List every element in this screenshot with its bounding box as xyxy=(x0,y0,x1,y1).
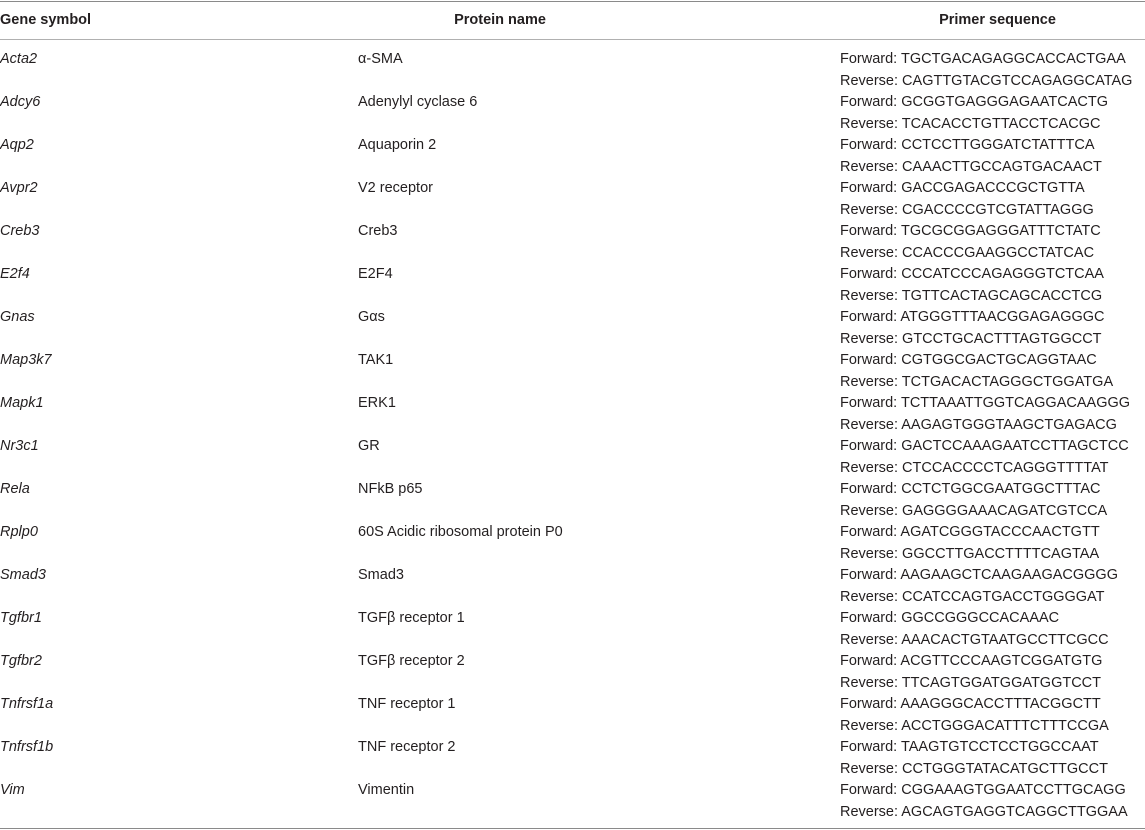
forward-primer: Forward: TGCTGACAGAGGCACCACTGAA xyxy=(840,51,1126,67)
reverse-primer: Reverse: CGACCCCGTCGTATTAGGG xyxy=(840,201,1094,218)
table-row xyxy=(0,522,1145,565)
table-row xyxy=(0,92,1145,135)
table-row xyxy=(0,135,1145,178)
reverse-primer: Reverse: GGCCTTGACCTTTTCAGTAA xyxy=(840,545,1100,562)
primer-sequence-cell xyxy=(840,135,1102,178)
gene-symbol-cell: Rplp0 xyxy=(0,524,38,540)
protein-name-cell: Aquaporin 2 xyxy=(358,137,437,153)
protein-name-cell: α-SMA xyxy=(358,51,403,67)
table-row xyxy=(0,737,1145,780)
table-row xyxy=(0,221,1145,264)
gene-symbol-cell: Mapk1 xyxy=(0,395,44,411)
forward-primer: Forward: CGGAAAGTGGAATCCTTGCAGG xyxy=(840,782,1126,798)
reverse-primer: Reverse: CCACCCGAAGGCCTATCAC xyxy=(840,244,1095,261)
table-row xyxy=(0,307,1145,350)
protein-name-cell: Adenylyl cyclase 6 xyxy=(358,94,478,110)
gene-symbol-cell: Adcy6 xyxy=(0,94,41,110)
gene-symbol-cell: Rela xyxy=(0,481,30,497)
protein-name-cell: TAK1 xyxy=(358,352,394,368)
reverse-primer: Reverse: CCTGGGTATACATGCTTGCCT xyxy=(840,760,1108,777)
table-header xyxy=(0,9,1145,31)
protein-name-cell: E2F4 xyxy=(358,266,393,282)
reverse-primer: Reverse: ACCTGGGACATTTCTTTCCGA xyxy=(840,717,1109,734)
forward-primer: Forward: CCTCCTTGGGATCTATTTCA xyxy=(840,137,1095,153)
primer-sequence-cell xyxy=(840,350,1113,393)
gene-symbol-cell: Tgfbr1 xyxy=(0,610,42,626)
reverse-primer: Reverse: CCATCCAGTGACCTGGGGAT xyxy=(840,588,1105,605)
table-row xyxy=(0,436,1145,479)
table-row xyxy=(0,479,1145,522)
forward-primer: Forward: GACTCCAAAGAATCCTTAGCTCC xyxy=(840,438,1129,454)
primer-sequence-cell xyxy=(840,522,1100,565)
primer-sequence-cell xyxy=(840,565,1118,608)
primer-sequence-cell xyxy=(840,393,1130,436)
header-protein-name: Protein name xyxy=(454,12,546,28)
header-rule xyxy=(0,39,1145,40)
table-row xyxy=(0,608,1145,651)
header-primer-sequence: Primer sequence xyxy=(939,12,1056,28)
gene-symbol-cell: Aqp2 xyxy=(0,137,34,153)
forward-primer: Forward: GACCGAGACCCGCTGTTA xyxy=(840,180,1085,196)
primer-sequence-cell xyxy=(840,651,1102,694)
reverse-primer: Reverse: TTCAGTGGATGGATGGTCCT xyxy=(840,674,1102,691)
primer-sequence-cell xyxy=(840,307,1105,350)
protein-name-cell: Creb3 xyxy=(358,223,398,239)
forward-primer: Forward: TAAGTGTCCTCCTGGCCAAT xyxy=(840,739,1099,755)
reverse-primer: Reverse: TCTGACACTAGGGCTGGATGA xyxy=(840,373,1114,390)
forward-primer: Forward: CGTGGCGACTGCAGGTAAC xyxy=(840,352,1097,368)
forward-primer: Forward: AGATCGGGTACCCAACTGTT xyxy=(840,524,1100,540)
table-row xyxy=(0,565,1145,608)
protein-name-cell: TNF receptor 2 xyxy=(358,739,456,755)
table-row xyxy=(0,694,1145,737)
primer-sequence-cell xyxy=(840,264,1104,307)
table-body xyxy=(0,49,1145,823)
protein-name-cell: V2 receptor xyxy=(358,180,433,196)
primer-sequence-cell xyxy=(840,479,1107,522)
table-row xyxy=(0,178,1145,221)
forward-primer: Forward: AAAGGGCACCTTTACGGCTT xyxy=(840,696,1101,712)
gene-symbol-cell: Avpr2 xyxy=(0,180,38,196)
primer-sequence-cell xyxy=(840,780,1128,823)
table-row xyxy=(0,393,1145,436)
table-row xyxy=(0,49,1145,92)
primer-sequence-cell xyxy=(840,608,1109,651)
protein-name-cell: ERK1 xyxy=(358,395,396,411)
primer-sequence-cell xyxy=(840,694,1109,737)
primer-sequence-cell xyxy=(840,221,1101,264)
forward-primer: Forward: GCGGTGAGGGAGAATCACTG xyxy=(840,94,1109,110)
protein-name-cell: 60S Acidic ribosomal protein P0 xyxy=(358,524,563,540)
gene-symbol-cell: Tgfbr2 xyxy=(0,653,42,669)
table-row xyxy=(0,350,1145,393)
protein-name-cell: GR xyxy=(358,438,380,454)
forward-primer: Forward: CCCATCCCAGAGGGTCTCAA xyxy=(840,266,1104,282)
reverse-primer: Reverse: AGCAGTGAGGTCAGGCTTGGAA xyxy=(840,803,1128,820)
reverse-primer: Reverse: GAGGGGAAACAGATCGTCCA xyxy=(840,502,1108,519)
gene-symbol-cell: Acta2 xyxy=(0,51,38,67)
table-row xyxy=(0,651,1145,694)
forward-primer: Forward: TGCGCGGAGGGATTTCTATC xyxy=(840,223,1101,239)
reverse-primer: Reverse: CTCCACCCCTCAGGGTTTTAT xyxy=(840,459,1109,476)
reverse-primer: Reverse: CAAACTTGCCAGTGACAACT xyxy=(840,158,1102,175)
gene-symbol-cell: E2f4 xyxy=(0,266,30,282)
primer-sequence-cell xyxy=(840,436,1129,479)
forward-primer: Forward: GGCCGGGCCACAAAC xyxy=(840,610,1060,626)
reverse-primer: Reverse: CAGTTGTACGTCCAGAGGCATAG xyxy=(840,72,1133,89)
header-gene-symbol: Gene symbol xyxy=(0,12,92,28)
protein-name-cell: TGFβ receptor 2 xyxy=(358,653,465,669)
protein-name-cell: Vimentin xyxy=(358,782,415,798)
gene-symbol-cell: Gnas xyxy=(0,309,35,325)
table-row xyxy=(0,264,1145,307)
protein-name-cell: NFkB p65 xyxy=(358,481,423,497)
gene-symbol-cell: Nr3c1 xyxy=(0,438,39,454)
gene-symbol-cell: Creb3 xyxy=(0,223,40,239)
primer-sequence-cell xyxy=(840,92,1108,135)
table-row xyxy=(0,780,1145,823)
table-bottom-rule xyxy=(0,828,1145,829)
reverse-primer: Reverse: GTCCTGCACTTTAGTGGCCT xyxy=(840,330,1102,347)
gene-symbol-cell: Map3k7 xyxy=(0,352,52,368)
protein-name-cell: TNF receptor 1 xyxy=(358,696,456,712)
reverse-primer: Reverse: AAACACTGTAATGCCTTCGCC xyxy=(840,631,1109,648)
gene-symbol-cell: Smad3 xyxy=(0,567,46,583)
forward-primer: Forward: TCTTAAATTGGTCAGGACAAGGG xyxy=(840,395,1131,411)
forward-primer: Forward: ATGGGTTTAACGGAGAGGGC xyxy=(840,309,1105,325)
gene-symbol-cell: Vim xyxy=(0,782,25,798)
primer-sequence-cell xyxy=(840,49,1132,92)
protein-name-cell: TGFβ receptor 1 xyxy=(358,610,465,626)
reverse-primer: Reverse: TGTTCACTAGCAGCACCTCG xyxy=(840,287,1103,304)
protein-name-cell: Smad3 xyxy=(358,567,404,583)
forward-primer: Forward: CCTCTGGCGAATGGCTTTAC xyxy=(840,481,1101,497)
reverse-primer: Reverse: TCACACCTGTTACCTCACGC xyxy=(840,115,1101,132)
primer-sequence-cell xyxy=(840,737,1108,780)
table-top-rule xyxy=(0,1,1145,2)
protein-name-cell: Gαs xyxy=(358,309,385,325)
gene-symbol-cell: Tnfrsf1b xyxy=(0,739,54,755)
primer-sequence-cell xyxy=(840,178,1094,221)
reverse-primer: Reverse: AAGAGTGGGTAAGCTGAGACG xyxy=(840,416,1117,433)
gene-symbol-cell: Tnfrsf1a xyxy=(0,696,54,712)
forward-primer: Forward: AAGAAGCTCAAGAAGACGGGG xyxy=(840,567,1118,583)
forward-primer: Forward: ACGTTCCCAAGTCGGATGTG xyxy=(840,653,1103,669)
